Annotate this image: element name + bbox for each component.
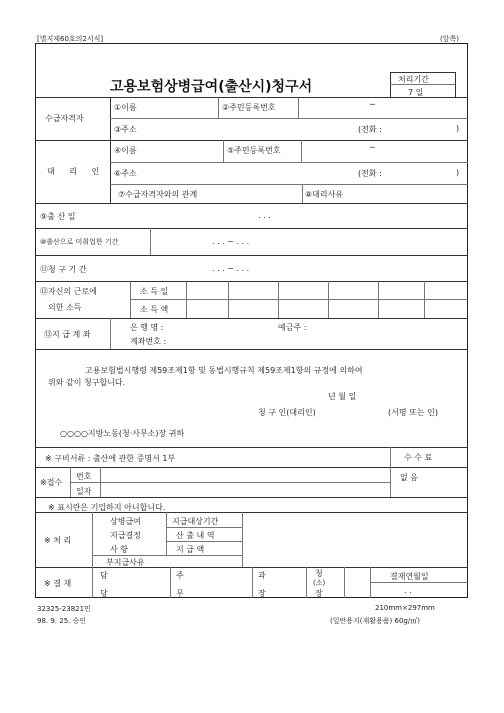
account-holder-label: 예금주 :: [278, 323, 307, 332]
approval-label: ※ 결 재: [44, 579, 72, 588]
agent-section-label: 대 리 인: [47, 167, 106, 176]
agent-reason-label: ⑧대리사유: [305, 190, 344, 199]
statement-line-2: 위와 같이 청구합니다.: [48, 378, 126, 387]
statement-line-1: 고용보험법시행령 제59조제1항 및 동법시행규칙 제59조제1항의 규정에 의하여: [85, 366, 363, 375]
income-label-2: 의한 소득: [48, 303, 82, 312]
claim-period-dots: . . . ~ . . .: [212, 264, 250, 273]
statement-claimant: 청 구 인(대리인): [258, 408, 316, 417]
approval-date-label: 결재연월일: [390, 572, 429, 581]
account-label: ⑬지 급 계 좌: [44, 330, 91, 339]
instruction-note: ※ 표시란은 기입하지 아니합니다.: [48, 503, 166, 512]
paper-size: 210mm×297mm: [375, 604, 435, 612]
income-label-1: ⑫자신의 근로에: [40, 287, 97, 296]
claimant-name-label: ①이름: [114, 103, 137, 112]
processing-label: ※ 처 리: [44, 536, 72, 545]
account-number-label: 계좌번호 :: [130, 337, 167, 346]
agent-relation-label: ⑦수급자격자와의 관계: [118, 190, 198, 199]
statement-date: 년 월 일: [328, 392, 357, 401]
unemployed-period-dots: . . . ~ . . .: [212, 237, 250, 246]
receipt-label: ※접수: [40, 478, 63, 487]
process-row-3-left: 사 항: [110, 545, 128, 554]
agent-phone-label: (전화 :: [358, 169, 382, 178]
agent-name-label: ④이름: [114, 146, 137, 155]
fee-value: 없 음: [400, 473, 418, 482]
birth-date-dots: . . .: [258, 211, 271, 220]
agent-id-dash: ─: [370, 143, 375, 152]
claimant-id-dash: ─: [370, 100, 375, 109]
fee-label: 수 수 료: [404, 453, 433, 462]
nonpayment-reason-label: 부지급사유: [106, 558, 145, 567]
processing-period-label: 처리기간: [398, 75, 429, 84]
approval-date: 98. 9. 25. 승인: [37, 617, 87, 625]
income-amount-label: 소 득 액: [140, 305, 169, 314]
claimant-section-label: 수급자격자: [45, 114, 84, 123]
agent-address-label: ⑥주소: [114, 169, 137, 178]
unemployed-period-label: ⑩출산으로 미취업한 기간: [40, 238, 119, 246]
process-row-1-left: 상병급여: [110, 517, 141, 526]
process-row-2-left: 지급결정: [110, 531, 141, 540]
claim-period-label: ⑪청 구 기 간: [40, 265, 87, 274]
approval-date-dots: . .: [404, 586, 412, 595]
required-docs: ※ 구비서류 : 출산에 관한 증명서 1부: [45, 454, 176, 463]
receipt-number-label: 번호: [76, 472, 92, 481]
claimant-id-label: ②주민등록번호: [222, 103, 276, 112]
statement-sign: (서명 또는 인): [388, 408, 438, 417]
process-row-3-right: 지 급 액: [176, 545, 205, 554]
birth-date-label: ⑨출 산 일: [40, 212, 76, 221]
process-row-1-right: 지급대상기간: [172, 517, 219, 526]
form-border: [35, 43, 468, 598]
process-row-2-right: 산 출 내 역: [176, 531, 215, 540]
income-date-label: 소 득 일: [140, 287, 169, 296]
form-code: 32325-23821민: [37, 605, 91, 613]
agent-id-label: ⑤주민등록번호: [227, 146, 281, 155]
receipt-date-label: 일자: [76, 487, 92, 496]
claimant-address-label: ③주소: [114, 125, 137, 134]
claimant-phone-label: (전화 :: [358, 125, 382, 134]
paper-type: (일반용지(재활용품) 60g/㎡): [330, 617, 420, 625]
processing-period-value: 7 일: [408, 88, 424, 97]
page-side-label: (앞쪽): [440, 35, 459, 43]
form-number: [별지제60호의2서식]: [37, 35, 104, 43]
bank-name-label: 은 행 명 :: [130, 323, 164, 332]
form-title: 고용보험상병급여(출산시)청구서: [110, 79, 313, 95]
statement-addressee: ○○○○지방노동(청·사무소)장 귀하: [60, 429, 185, 438]
